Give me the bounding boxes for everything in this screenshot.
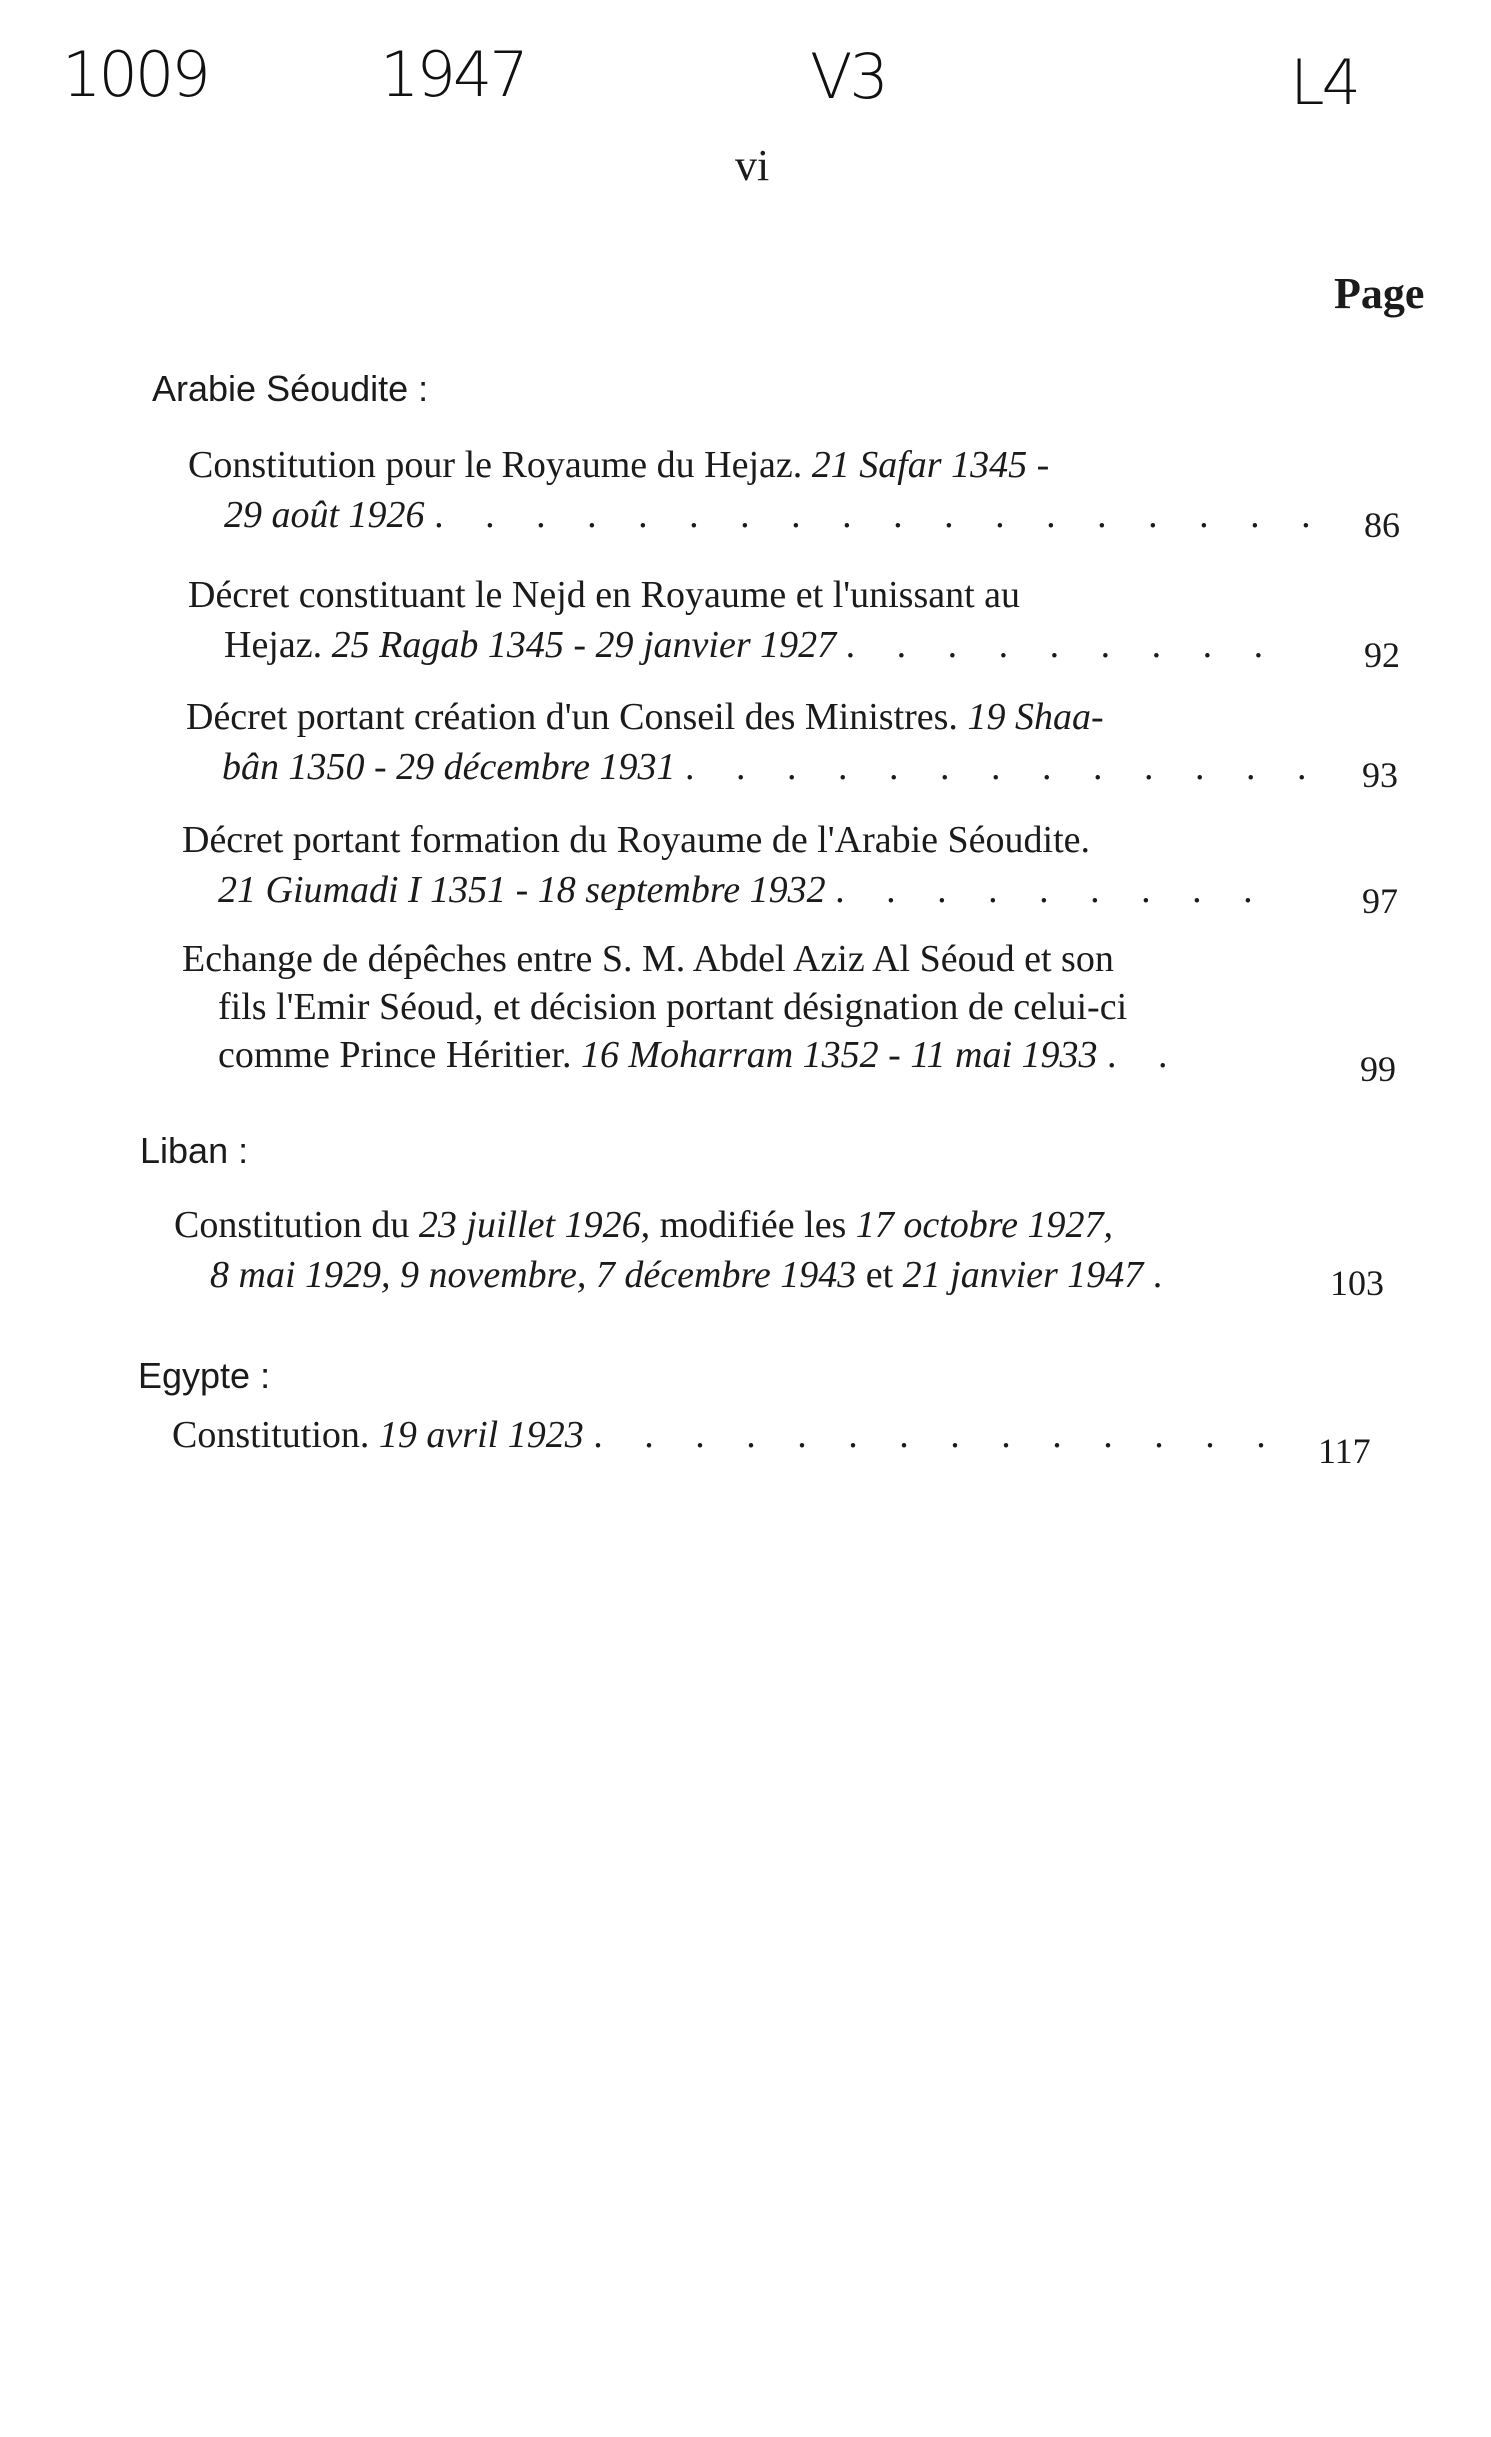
entry-text: Décret portant formation du Royaume de l'Arabie Séoudite. [182, 819, 1091, 861]
entry-text: modifiée les [650, 1204, 856, 1246]
handwritten-note-4: L4 [1290, 46, 1358, 119]
entry-date: 21 Safar 1345 - [811, 444, 1050, 486]
entry-text: comme Prince Héritier. [218, 1034, 581, 1076]
entry-text: et [856, 1254, 903, 1296]
entry-text: Echange de dépêches entre S. M. Abdel Aziz Al Séoud et son [182, 938, 1114, 980]
entry-page-number: 92 [1364, 635, 1400, 675]
entry-line [182, 983, 1302, 1031]
entry-date: 19 Shaa- [967, 696, 1104, 738]
section-heading-egypte: Egypte : [138, 1355, 271, 1396]
toc-entry [188, 570, 1288, 670]
entry-date: 17 octobre 1927, [855, 1204, 1114, 1246]
entry-date: 29 août 1926 [224, 494, 425, 536]
dot-leader: . . . . . . . . . [835, 869, 1269, 911]
entry-text: Constitution du [174, 1204, 419, 1246]
entry-line [186, 692, 1286, 742]
entry-line [172, 1410, 1312, 1460]
entry-page-number: 97 [1362, 881, 1398, 921]
entry-line [182, 865, 1282, 915]
entry-text: Hejaz. [224, 624, 332, 666]
handwritten-note-1: 1009 [62, 38, 208, 111]
entry-date: 25 Ragab 1345 - 29 janvier 1927 [331, 624, 837, 666]
toc-entry [174, 1200, 1314, 1300]
entry-page-number: 117 [1318, 1431, 1371, 1471]
entry-page-number: 99 [1360, 1049, 1396, 1089]
entry-line [188, 490, 1327, 540]
entry-line [186, 742, 1323, 792]
toc-entry [182, 935, 1302, 1079]
toc-entry [186, 692, 1323, 792]
entry-page-number: 86 [1364, 505, 1400, 545]
dot-leader: . . . . . . . . . [845, 624, 1280, 666]
section-heading-arabie: Arabie Séoudite : [152, 368, 429, 409]
toc-entry [172, 1410, 1312, 1460]
page-column-header: Page [1334, 269, 1425, 318]
entry-text: Décret portant création d'un Conseil des Ministres. [186, 696, 968, 738]
entry-date: 21 Giumadi I 1351 - 18 septembre 1932 [218, 869, 826, 911]
entry-text: Constitution pour le Royaume du Hejaz. [188, 444, 812, 486]
entry-page-number: 93 [1362, 755, 1398, 795]
entry-text: fils l'Emir Séoud, et décision portant désignation de celui-ci [218, 986, 1128, 1028]
entry-line [182, 1031, 1302, 1079]
handwritten-note-3: V3 [810, 40, 886, 113]
entry-date: 8 mai 1929, 9 novembre, 7 décembre 1943 [210, 1254, 857, 1296]
dot-leader: . [1152, 1254, 1163, 1296]
entry-date: 19 avril 1923 [378, 1414, 584, 1456]
entry-date: 23 juillet 1926, [418, 1204, 651, 1246]
entry-line [174, 1200, 1314, 1250]
entry-line [174, 1250, 1314, 1300]
entry-date: bân 1350 - 29 décembre 1931 [222, 746, 676, 788]
entry-text: Décret constituant le Nejd en Royaume et l'unissant au [188, 574, 1021, 616]
entry-line [188, 620, 1288, 670]
section-heading-liban: Liban : [140, 1130, 249, 1171]
handwritten-note-2: 1947 [380, 38, 526, 111]
entry-line [188, 440, 1288, 490]
entry-page-number: 103 [1330, 1263, 1384, 1303]
toc-entry [188, 440, 1327, 540]
entry-line [182, 815, 1282, 865]
entry-text: Constitution. [172, 1414, 379, 1456]
entry-line [188, 570, 1288, 620]
page-number: vi [735, 141, 770, 190]
dot-leader: . . . . . . . . . . . . . [684, 746, 1323, 788]
entry-line [182, 935, 1302, 983]
dot-leader: . . . . . . . . . . . . . . [593, 1414, 1282, 1456]
entry-date: 21 janvier 1947 [902, 1254, 1144, 1296]
toc-entry [182, 815, 1282, 915]
dot-leader: . . [1107, 1034, 1184, 1076]
entry-date: 16 Moharram 1352 - 11 mai 1933 [581, 1034, 1098, 1076]
dot-leader: . . . . . . . . . . . . . . . . . . [434, 494, 1327, 536]
